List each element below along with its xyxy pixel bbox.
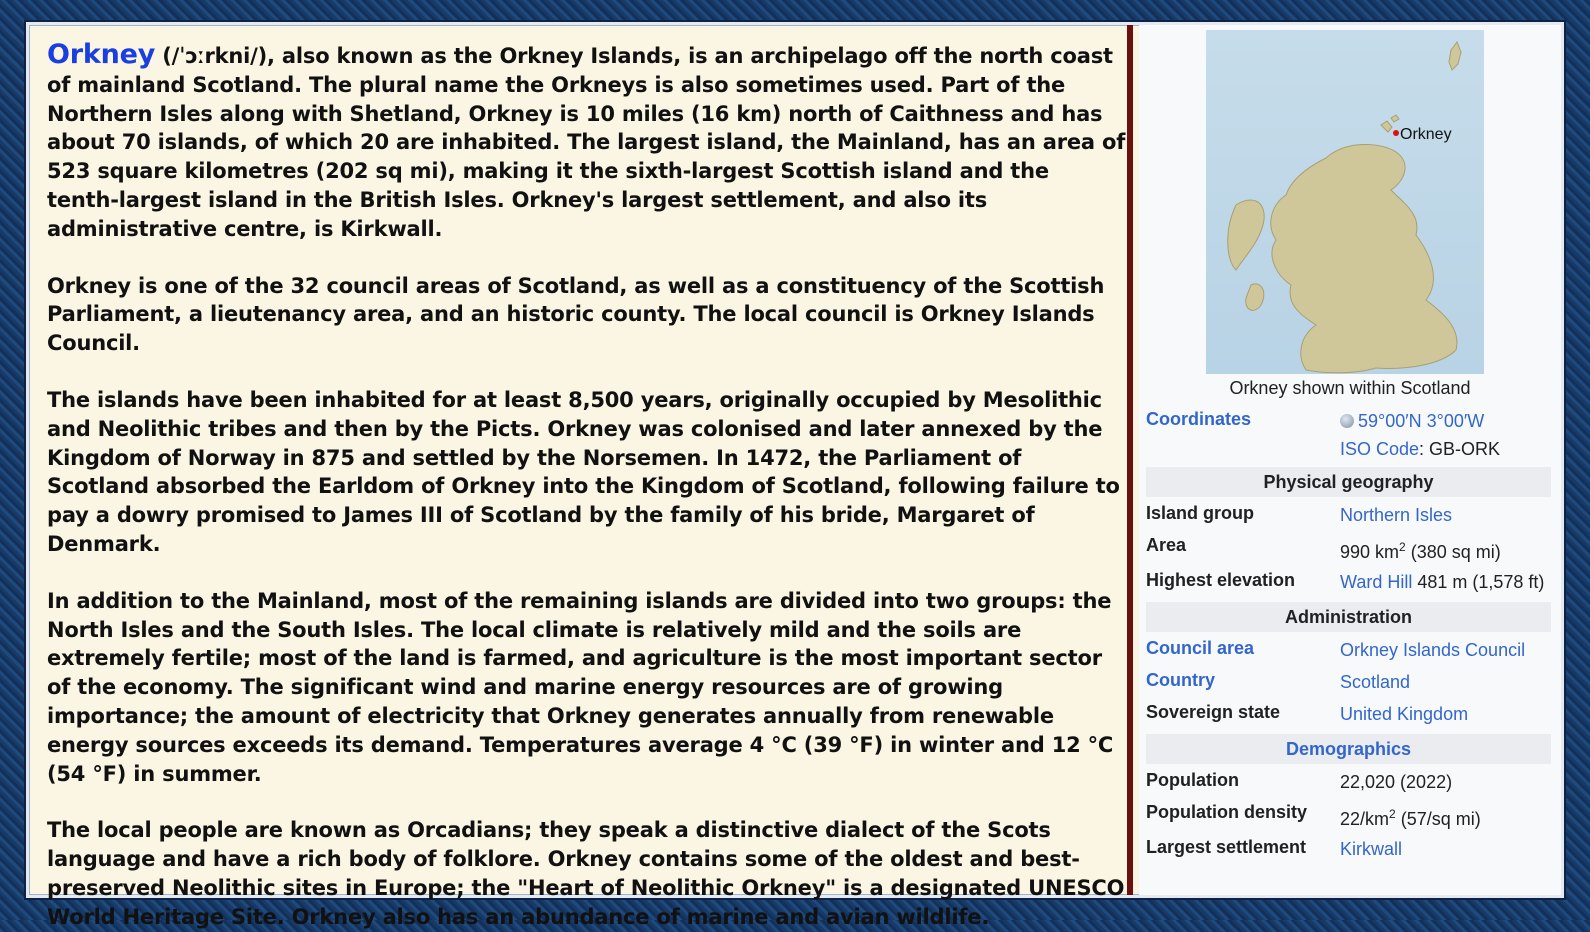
paragraph-1 <box>47 41 1127 244</box>
council-area-label[interactable]: Council area <box>1146 638 1255 658</box>
row-population-density <box>1146 798 1551 833</box>
row-island-group <box>1146 499 1551 531</box>
density-sup: 2 <box>1389 807 1396 821</box>
island-group-label: Island group <box>1146 503 1254 523</box>
map-label-orkney: Orkney <box>1400 126 1452 143</box>
area-value-imperial: (380 sq mi) <box>1405 542 1501 562</box>
elevation-value <box>1340 568 1551 596</box>
article-title: Orkney <box>47 39 156 70</box>
infobox-rows <box>1146 405 1551 865</box>
row-largest-settlement <box>1146 833 1551 865</box>
density-value <box>1340 800 1551 833</box>
paragraph-2: Orkney is one of the 32 council areas of Scotland, as well as a constituency of the Scottish Parliament, a lieutenancy area, and an historic county. The local council is Orkney Islands Council. <box>47 273 1105 356</box>
section-physical-geography: Physical geography <box>1146 467 1551 497</box>
row-highest-elevation <box>1146 566 1551 598</box>
kirkwall-link[interactable]: Kirkwall <box>1340 839 1403 859</box>
row-population <box>1146 766 1551 798</box>
article-text <box>29 25 1133 929</box>
sovereign-state-label: Sovereign state <box>1146 702 1281 722</box>
coordinates-value <box>1340 407 1551 463</box>
row-council-area <box>1146 634 1551 666</box>
iso-code-link[interactable]: ISO Code <box>1340 439 1420 459</box>
paragraph-4: In addition to the Mainland, most of the remaining islands are divided into two groups: the North Isles and the South Isles. The local climate is relatively mild and the soils are extremely fertile; most of the land is farmed, and agriculture is the most important sector of the economy. The significant wind and marine energy resources are of growing importance; the amount of electricity that Orkney generates annually from renewable energy sources exceeds its demand. Temperatures average 4 °C (39 °F) in winter and 12 °C (54 °F) in summer. <box>47 588 1114 786</box>
elevation-label: Highest elevation <box>1146 570 1296 590</box>
row-country <box>1146 666 1551 698</box>
country-label[interactable]: Country <box>1146 670 1215 690</box>
area-value-main: 990 km <box>1340 542 1400 562</box>
paragraph-1-text: (/ˈɔːrkni/), also known as the Orkney Islands, is an archipelago off the north coast of mainland Scotland. The plural name the Orkneys is also sometimes used. Part of the Northern Isles along with Shetland, Orkney is 10 miles (16 km) north of Caithness and has about 70 islands, of which 20 are inhabited. The largest island, the Mainland, has an area of 523 square kilometres (202 sq mi), making it the sixth-largest Scottish island and the tenth-largest island in the British Isles. Orkney's largest settlement, and also its administrative centre, is Kirkwall. <box>47 44 1126 241</box>
area-value <box>1340 533 1551 566</box>
council-area-link[interactable]: Orkney Islands Council <box>1340 640 1526 660</box>
scotland-location-map[interactable] <box>1206 30 1484 374</box>
paragraph-5: The local people are known as Orcadians; they speak a distinctive dialect of the Scots language and have a rich body of folklore. Orkney contains some of the oldest and best-preserved Neolithic sites in Europe; the "Heart of Neolithic Orkney" is a designated UNESCO World Heritage Site. Orkney also has an abundance of marine and avian wildlife. <box>47 818 1125 929</box>
content-frame <box>26 22 1564 929</box>
coordinates-label[interactable]: Coordinates <box>1146 409 1252 429</box>
coordinates-link[interactable]: 59°00′N 3°00′W <box>1358 411 1485 431</box>
section-demographics[interactable]: Demographics <box>1146 734 1551 764</box>
row-coordinates <box>1146 405 1551 463</box>
elevation-number: 481 m (1,578 ft) <box>1412 572 1545 592</box>
map-caption: Orkney shown within Scotland <box>1229 378 1471 398</box>
largest-settlement-label: Largest settlement <box>1146 837 1307 857</box>
row-sovereign-state <box>1146 698 1551 730</box>
ward-hill-link[interactable]: Ward Hill <box>1340 572 1413 592</box>
area-sup: 2 <box>1399 540 1406 554</box>
island-group-link[interactable]: Northern Isles <box>1340 505 1453 525</box>
area-label: Area <box>1146 535 1187 555</box>
population-label: Population <box>1146 770 1239 790</box>
iso-code-value: : GB-ORK <box>1419 439 1501 459</box>
row-area <box>1146 531 1551 566</box>
sovereign-state-link[interactable]: United Kingdom <box>1340 704 1469 724</box>
section-administration: Administration <box>1146 602 1551 632</box>
globe-icon[interactable] <box>1340 414 1354 428</box>
paragraph-3: The islands have been inhabited for at least 8,500 years, originally occupied by Mesolithic and Neolithic tribes and then by the Picts. Orkney was colonised and later annexed by the Kingdom of Norway in 875 and settled by the Norsemen. In 1472, the Parliament of Scotland absorbed the Earldom of Orkney into the Kingdom of Scotland, following failure to pay a dowry promised to James III of Scotland by the family of his bride, Margaret of Denmark. <box>47 387 1120 556</box>
infobox <box>1139 25 1561 895</box>
density-value-imperial: (57/sq mi) <box>1395 809 1481 829</box>
density-label: Population density <box>1146 802 1308 822</box>
population-value: 22,020 (2022) <box>1340 772 1453 792</box>
density-value-main: 22/km <box>1340 809 1390 829</box>
map-graphic <box>1206 30 1484 374</box>
country-link[interactable]: Scotland <box>1340 672 1411 692</box>
